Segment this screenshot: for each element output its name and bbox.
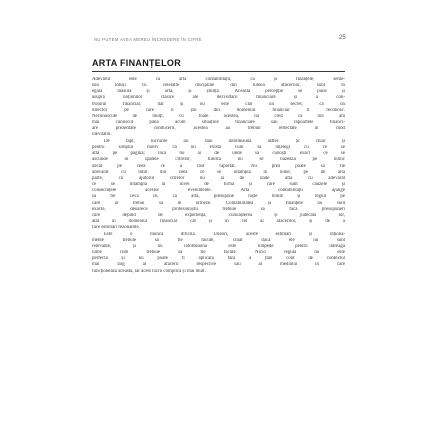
- text-line: mai cunoscut până acum situațiile financiare sau rapoartele financi-: [92, 120, 345, 126]
- paragraph: [92, 139, 345, 231]
- text-line: face estimări rezonabile.: [92, 225, 140, 231]
- text-line: ce se întâmplă la nivel de firmă și care sunt cauzele și: [92, 182, 345, 188]
- text-line: să fie ceva ce, ca artă, presupune niște limite și reguli pe: [92, 194, 345, 200]
- text-line: inevitabil.: [92, 132, 112, 138]
- text-line: De fapt, lucrurile nu stau întotdeauna astfel. Și chiar și: [104, 138, 345, 144]
- text-line: parte, cu ajutorul cifrelor nu ai de unde afla cu adevărat: [92, 175, 345, 181]
- text-line: funcționează aceasta, iar acest lucru complică și mai mult.: [92, 268, 206, 274]
- text-line: nea totuși cu celelalte discipline din lumea afacerilor, sunt în: [92, 83, 345, 89]
- text-line: află pe pagină; încă nu ai de unde să cunoști exact ce se: [92, 151, 345, 157]
- text-line: director pe care îl știi din domeniul financiar îl recunosc.: [92, 107, 345, 113]
- text-line: consecințele acestor evenimente. Arta contabilității ajunge: [92, 188, 345, 194]
- text-line: Este o muncă dificilă. Uneori, aceste estimări și raționa-: [104, 231, 345, 237]
- page-number: 25: [339, 35, 346, 41]
- body-text: [92, 77, 345, 275]
- text-line: pentru simplul motiv că nu există cum să înțelegi cu ce se: [92, 145, 345, 151]
- title-divider: [92, 71, 345, 72]
- text-line: Necunoscute de mulți, cu toate acestea, nu cred că noi am: [92, 113, 345, 119]
- text-line: mente trebuie să fie făcute, chiar dacă ele nu sunt: [92, 237, 345, 243]
- text-line: mai larg al afacerii respective sau al mediului în care: [92, 262, 345, 268]
- text-line: trolului financiar, dar și nu este clar un secret, că un: [92, 101, 345, 107]
- text-line: relevante, și nu întotdeauna este limpede pentru întreaga: [92, 244, 345, 249]
- text-line: lume cum trebuie să fie făcute. Nicio regulă nu este: [92, 250, 345, 256]
- text-line: atât în domeniul financiar cât și în cel al afacerilor, și de a: [92, 218, 345, 224]
- text-line: Adevărul este că arta contabilității, ca și finanțele, seme-: [92, 77, 345, 82]
- text-line: care depind de experiența, cunoașterea și judecata lor,: [92, 212, 345, 218]
- paragraph: [92, 77, 345, 139]
- paragraph: [92, 232, 345, 275]
- text-line: asupra noțiunilor clasice ale dezvoltării financiare și a con-: [92, 95, 345, 101]
- text-line: adevărat cu totul din ceea ce se întâmplă în lume; pe de altă: [92, 169, 345, 175]
- text-line: ascunde în spatele cifrelor, fiindcă nu se bazează pe nimic: [92, 157, 345, 163]
- section-title: ARTA FINANȚELOR: [92, 58, 181, 68]
- text-line: egală măsură și artă, și știință. Această percepție se pune și: [92, 89, 345, 95]
- text-line: exacte, deoarece profesioniștii trebuie să facă presupuneri: [92, 206, 345, 212]
- text-line: are prezentate conducerii, acestea au trebuit reflectate în mod: [92, 126, 345, 132]
- text-line: care ar trebui să le urmeze. Contabilitatea și finanțele nu sunt: [92, 200, 345, 206]
- running-head: NU PUTEM AVEA MEREU ÎNCREDERE ÎN CIFRE: [94, 37, 202, 42]
- text-line: decât pe ceea ce a fost raportat. Nu prea poate să fie: [92, 163, 345, 169]
- text-line: perfectă și nu poate fi aplicată fără a ține cont de contextul: [92, 256, 345, 262]
